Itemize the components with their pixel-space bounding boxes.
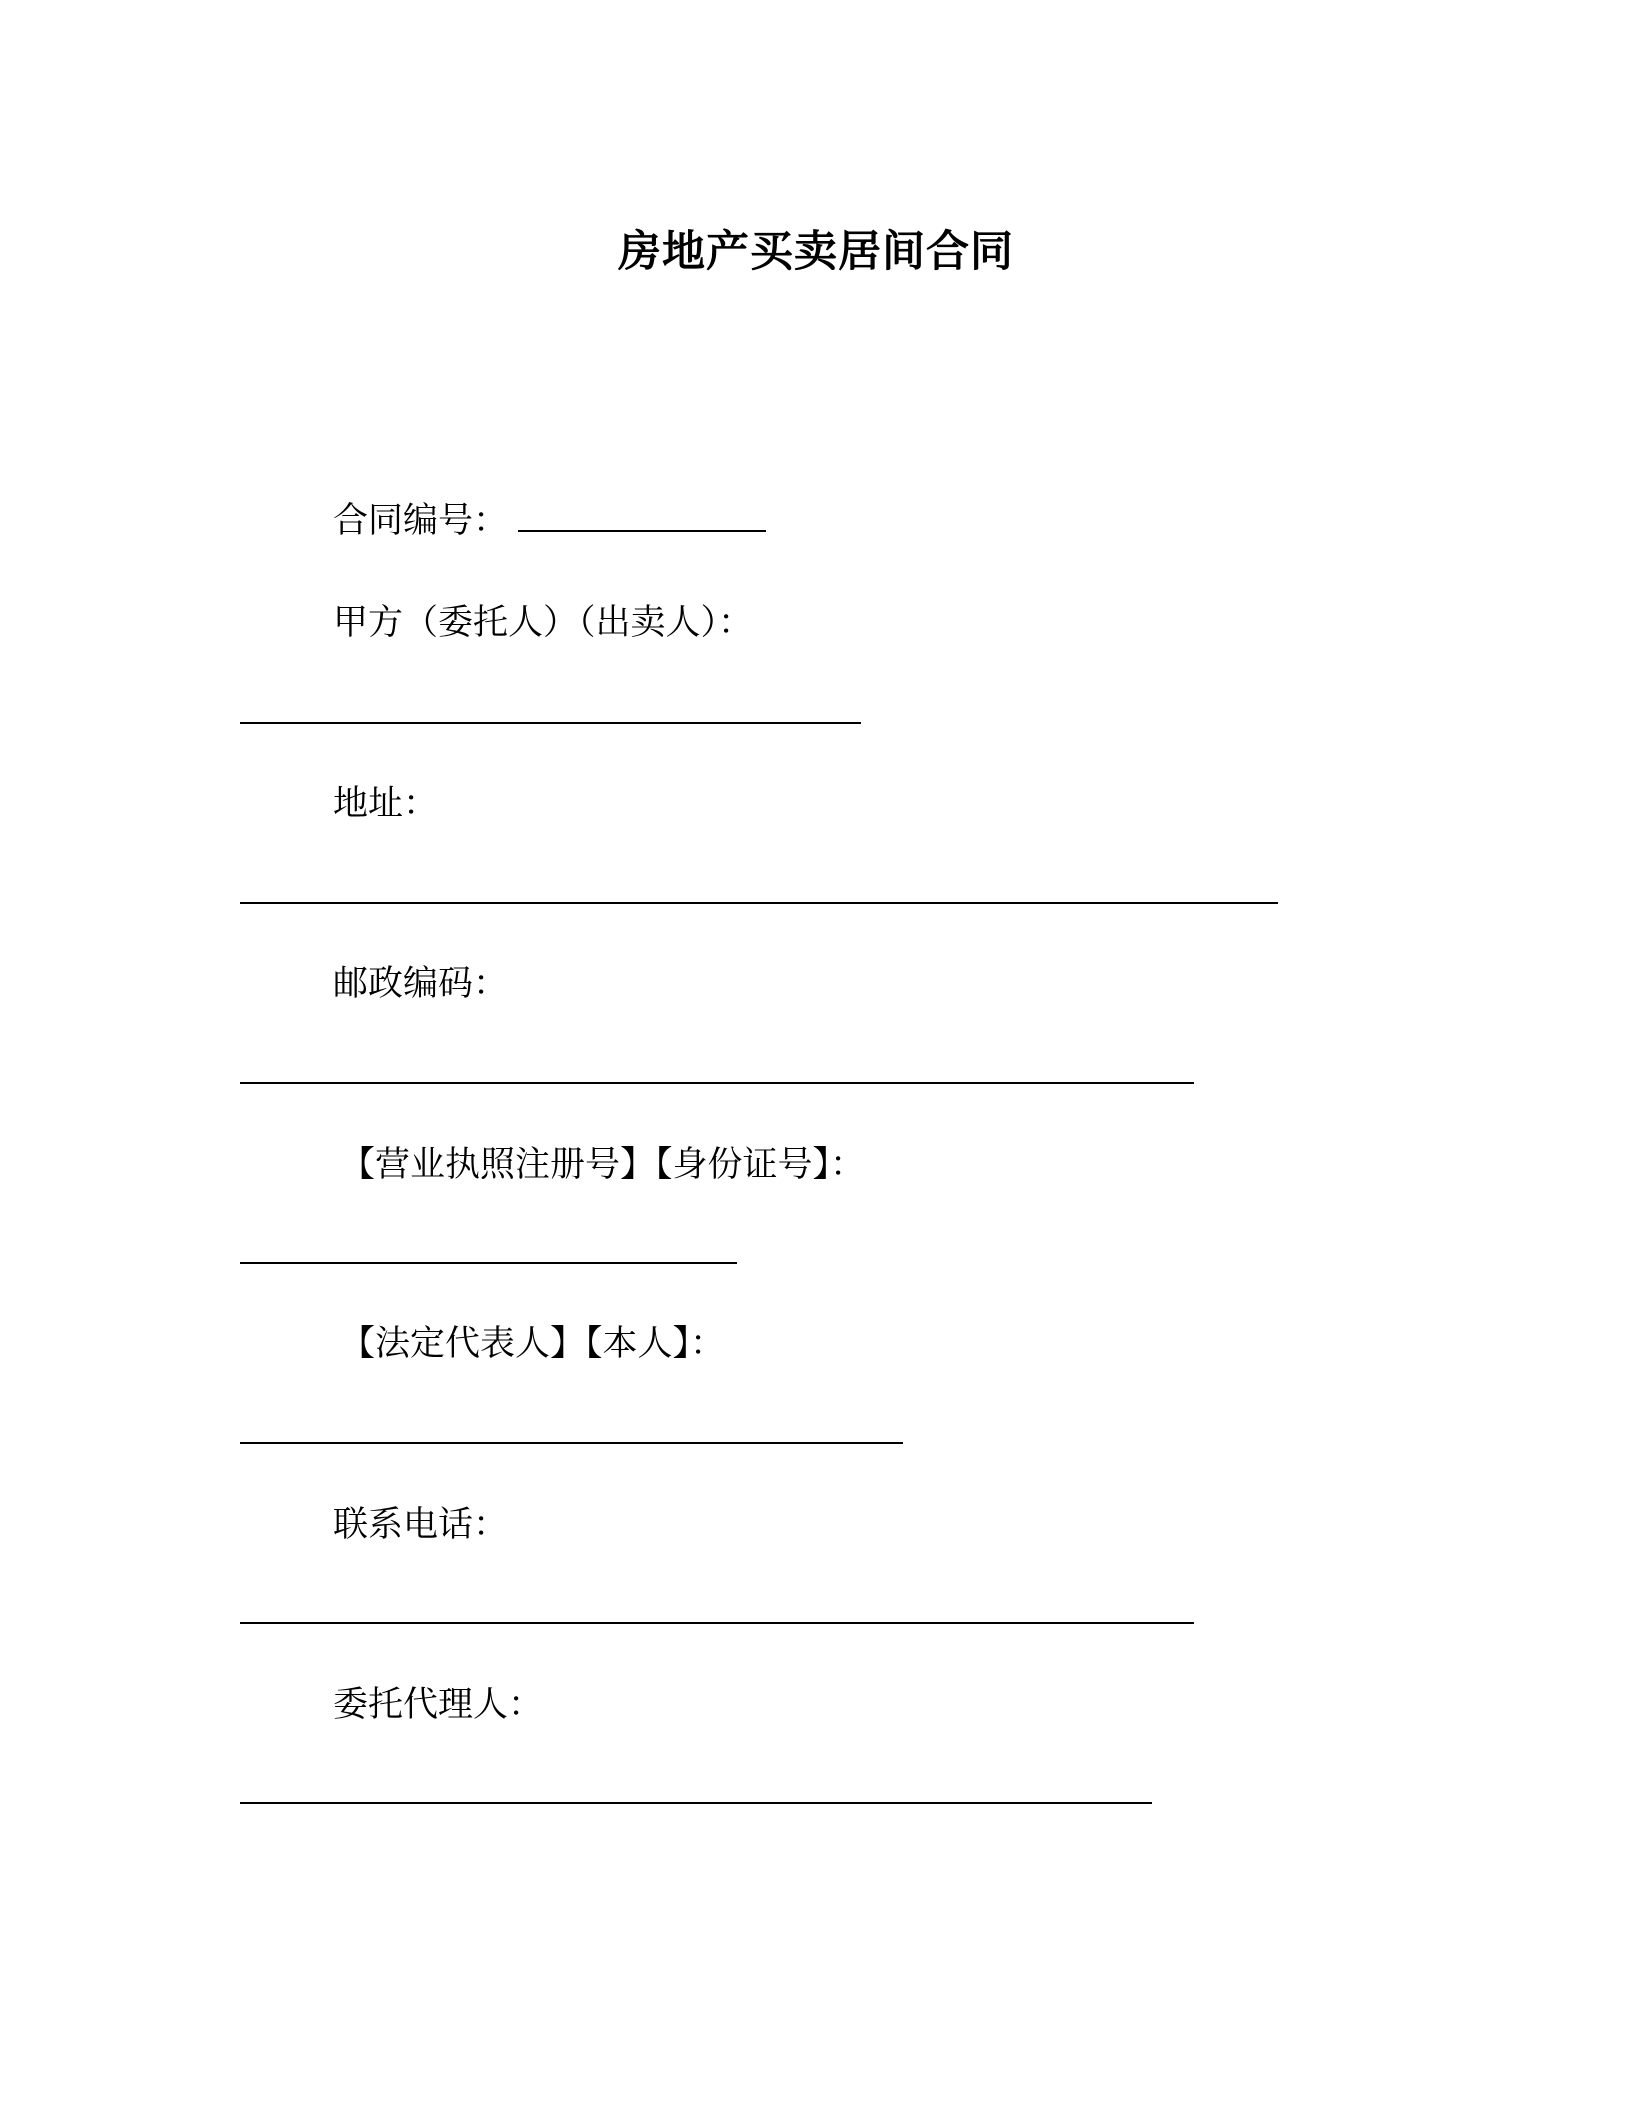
document-title: 房地产买卖居间合同: [618, 227, 1014, 277]
postcode-blank[interactable]: [240, 1082, 1194, 1084]
license-id-blank[interactable]: [240, 1262, 737, 1264]
contract-number-row: [333, 498, 766, 544]
address-label: 地址：: [333, 784, 439, 824]
phone-label: 联系电话：: [333, 1505, 509, 1545]
license-id-label: 【营业执照注册号】【身份证号】：: [340, 1145, 866, 1185]
party-a-blank[interactable]: [240, 722, 861, 724]
postcode-label: 邮政编码：: [333, 964, 509, 1004]
legal-rep-blank[interactable]: [240, 1442, 903, 1444]
agent-label: 委托代理人：: [333, 1685, 544, 1725]
address-blank[interactable]: [240, 902, 1278, 904]
phone-blank[interactable]: [240, 1622, 1194, 1624]
contract-number-blank[interactable]: [518, 503, 766, 532]
contract-number-label: 合同编号：: [333, 501, 509, 541]
agent-blank[interactable]: [240, 1802, 1152, 1804]
party-a-label: 甲方（委托人）（出卖人）：: [333, 603, 754, 643]
legal-rep-label: 【法定代表人】【本人】：: [340, 1324, 726, 1364]
